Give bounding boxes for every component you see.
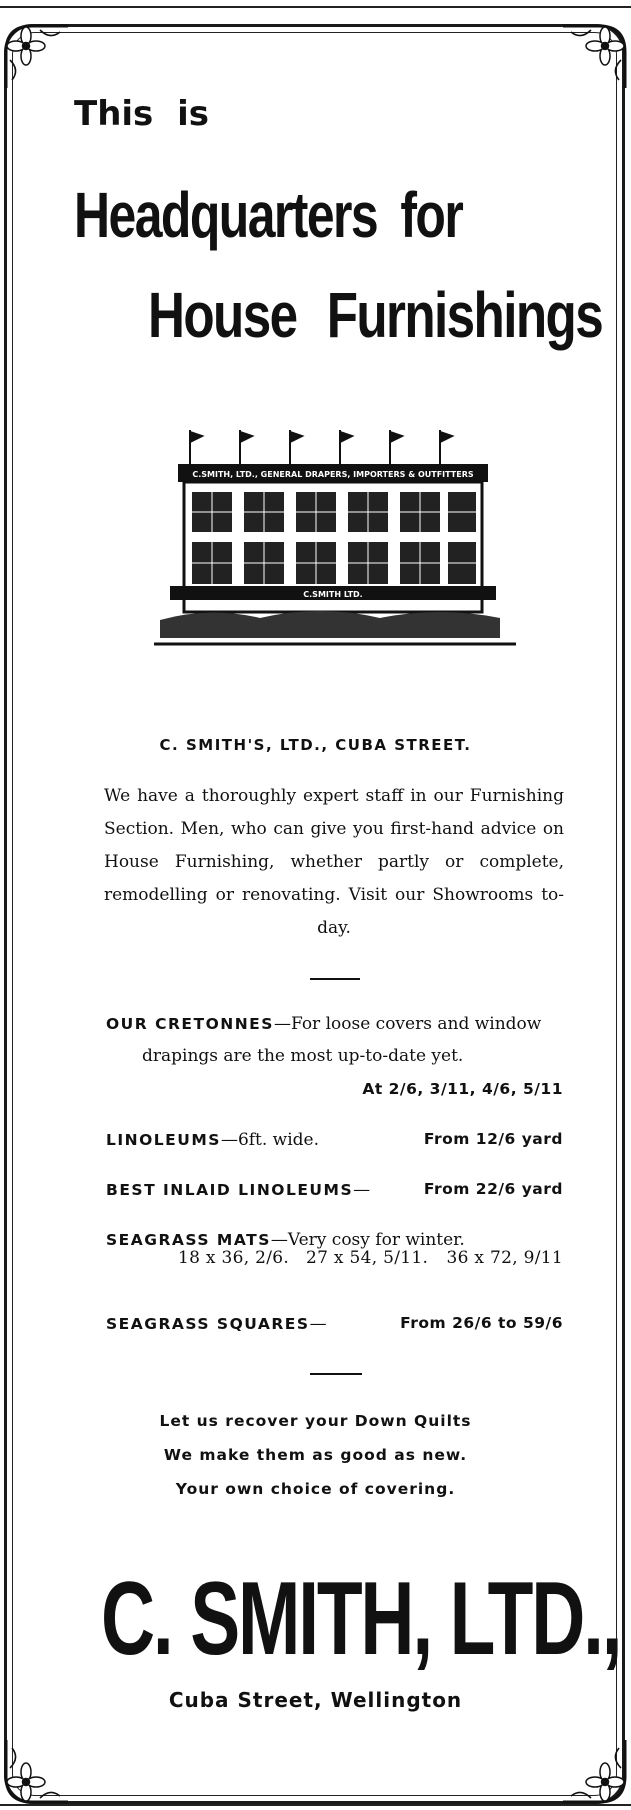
item-linoleums	[106, 1130, 319, 1150]
item-seagrass-squares	[106, 1314, 327, 1334]
item-title: SEAGRASS SQUARES	[106, 1315, 310, 1333]
section-divider	[310, 978, 360, 980]
section-divider	[310, 1373, 362, 1375]
intro-small-heading: This is	[74, 94, 210, 134]
mat-size-2: 27 x 54, 5/11.	[306, 1248, 429, 1268]
item-text: —6ft. wide.	[220, 1130, 320, 1150]
intro-paragraph: We have a thoroughly expert staff in our Furnishing Section. Men, who can give you first-hand advice on House Furnishing, whether partly or complete, remodelling or renovating. Visit our Showrooms to-day.	[104, 786, 564, 938]
item-text-continued: drapings are the most up-to-date yet.	[142, 1046, 464, 1066]
item-title: SEAGRASS MATS	[106, 1231, 271, 1249]
quilts-line-1: Let us recover your Down Quilts	[159, 1412, 472, 1430]
corner-flower-ornament-icon	[559, 22, 629, 92]
item-seagrass-mats	[106, 1230, 465, 1250]
company-name	[0, 1560, 631, 1679]
bottom-border-rule	[0, 1804, 631, 1806]
quilts-line-2: We make them as good as new.	[163, 1446, 468, 1464]
building-sign-top: C.SMITH, LTD., GENERAL DRAPERS, IMPORTERS & OUTFITTERS	[192, 470, 474, 479]
top-border-rule	[0, 6, 631, 8]
mat-size-1: 18 x 36, 2/6.	[178, 1248, 290, 1268]
item-text: —	[353, 1180, 371, 1200]
item-text: —Very cosy for winter.	[270, 1230, 465, 1250]
quilts-line-3: Your own choice of covering.	[175, 1480, 456, 1498]
item-title: LINOLEUMS	[106, 1131, 221, 1149]
item-inlaid-linoleums	[106, 1180, 370, 1200]
corner-flower-ornament-icon	[2, 22, 72, 92]
item-title: BEST INLAID LINOLEUMS	[106, 1181, 354, 1199]
corner-flower-ornament-icon	[559, 1736, 629, 1806]
company-name-text: C. SMITH, LTD.,	[101, 1561, 621, 1677]
item-text: —	[309, 1314, 327, 1334]
corner-flower-ornament-icon	[2, 1736, 72, 1806]
headline-line-2: House Furnishings	[148, 279, 603, 351]
item-cretonnes	[106, 1014, 541, 1034]
company-address: Cuba Street, Wellington	[168, 1688, 463, 1712]
headline-line-1: Headquarters for	[74, 179, 463, 251]
mat-size-3: 36 x 72, 9/11	[446, 1248, 563, 1268]
item-price: From 12/6 yard	[423, 1130, 563, 1148]
item-price: From 22/6 yard	[423, 1180, 563, 1198]
item-price: From 26/6 to 59/6	[400, 1314, 563, 1332]
building-sign-bottom: C.SMITH LTD.	[303, 590, 363, 599]
item-title: OUR CRETONNES	[106, 1015, 274, 1033]
store-building-illustration	[150, 420, 520, 660]
store-location-title: C. SMITH'S, LTD., CUBA STREET.	[159, 736, 472, 754]
item-text: —For loose covers and window	[273, 1014, 542, 1034]
item-price: At 2/6, 3/11, 4/6, 5/11	[362, 1080, 563, 1098]
